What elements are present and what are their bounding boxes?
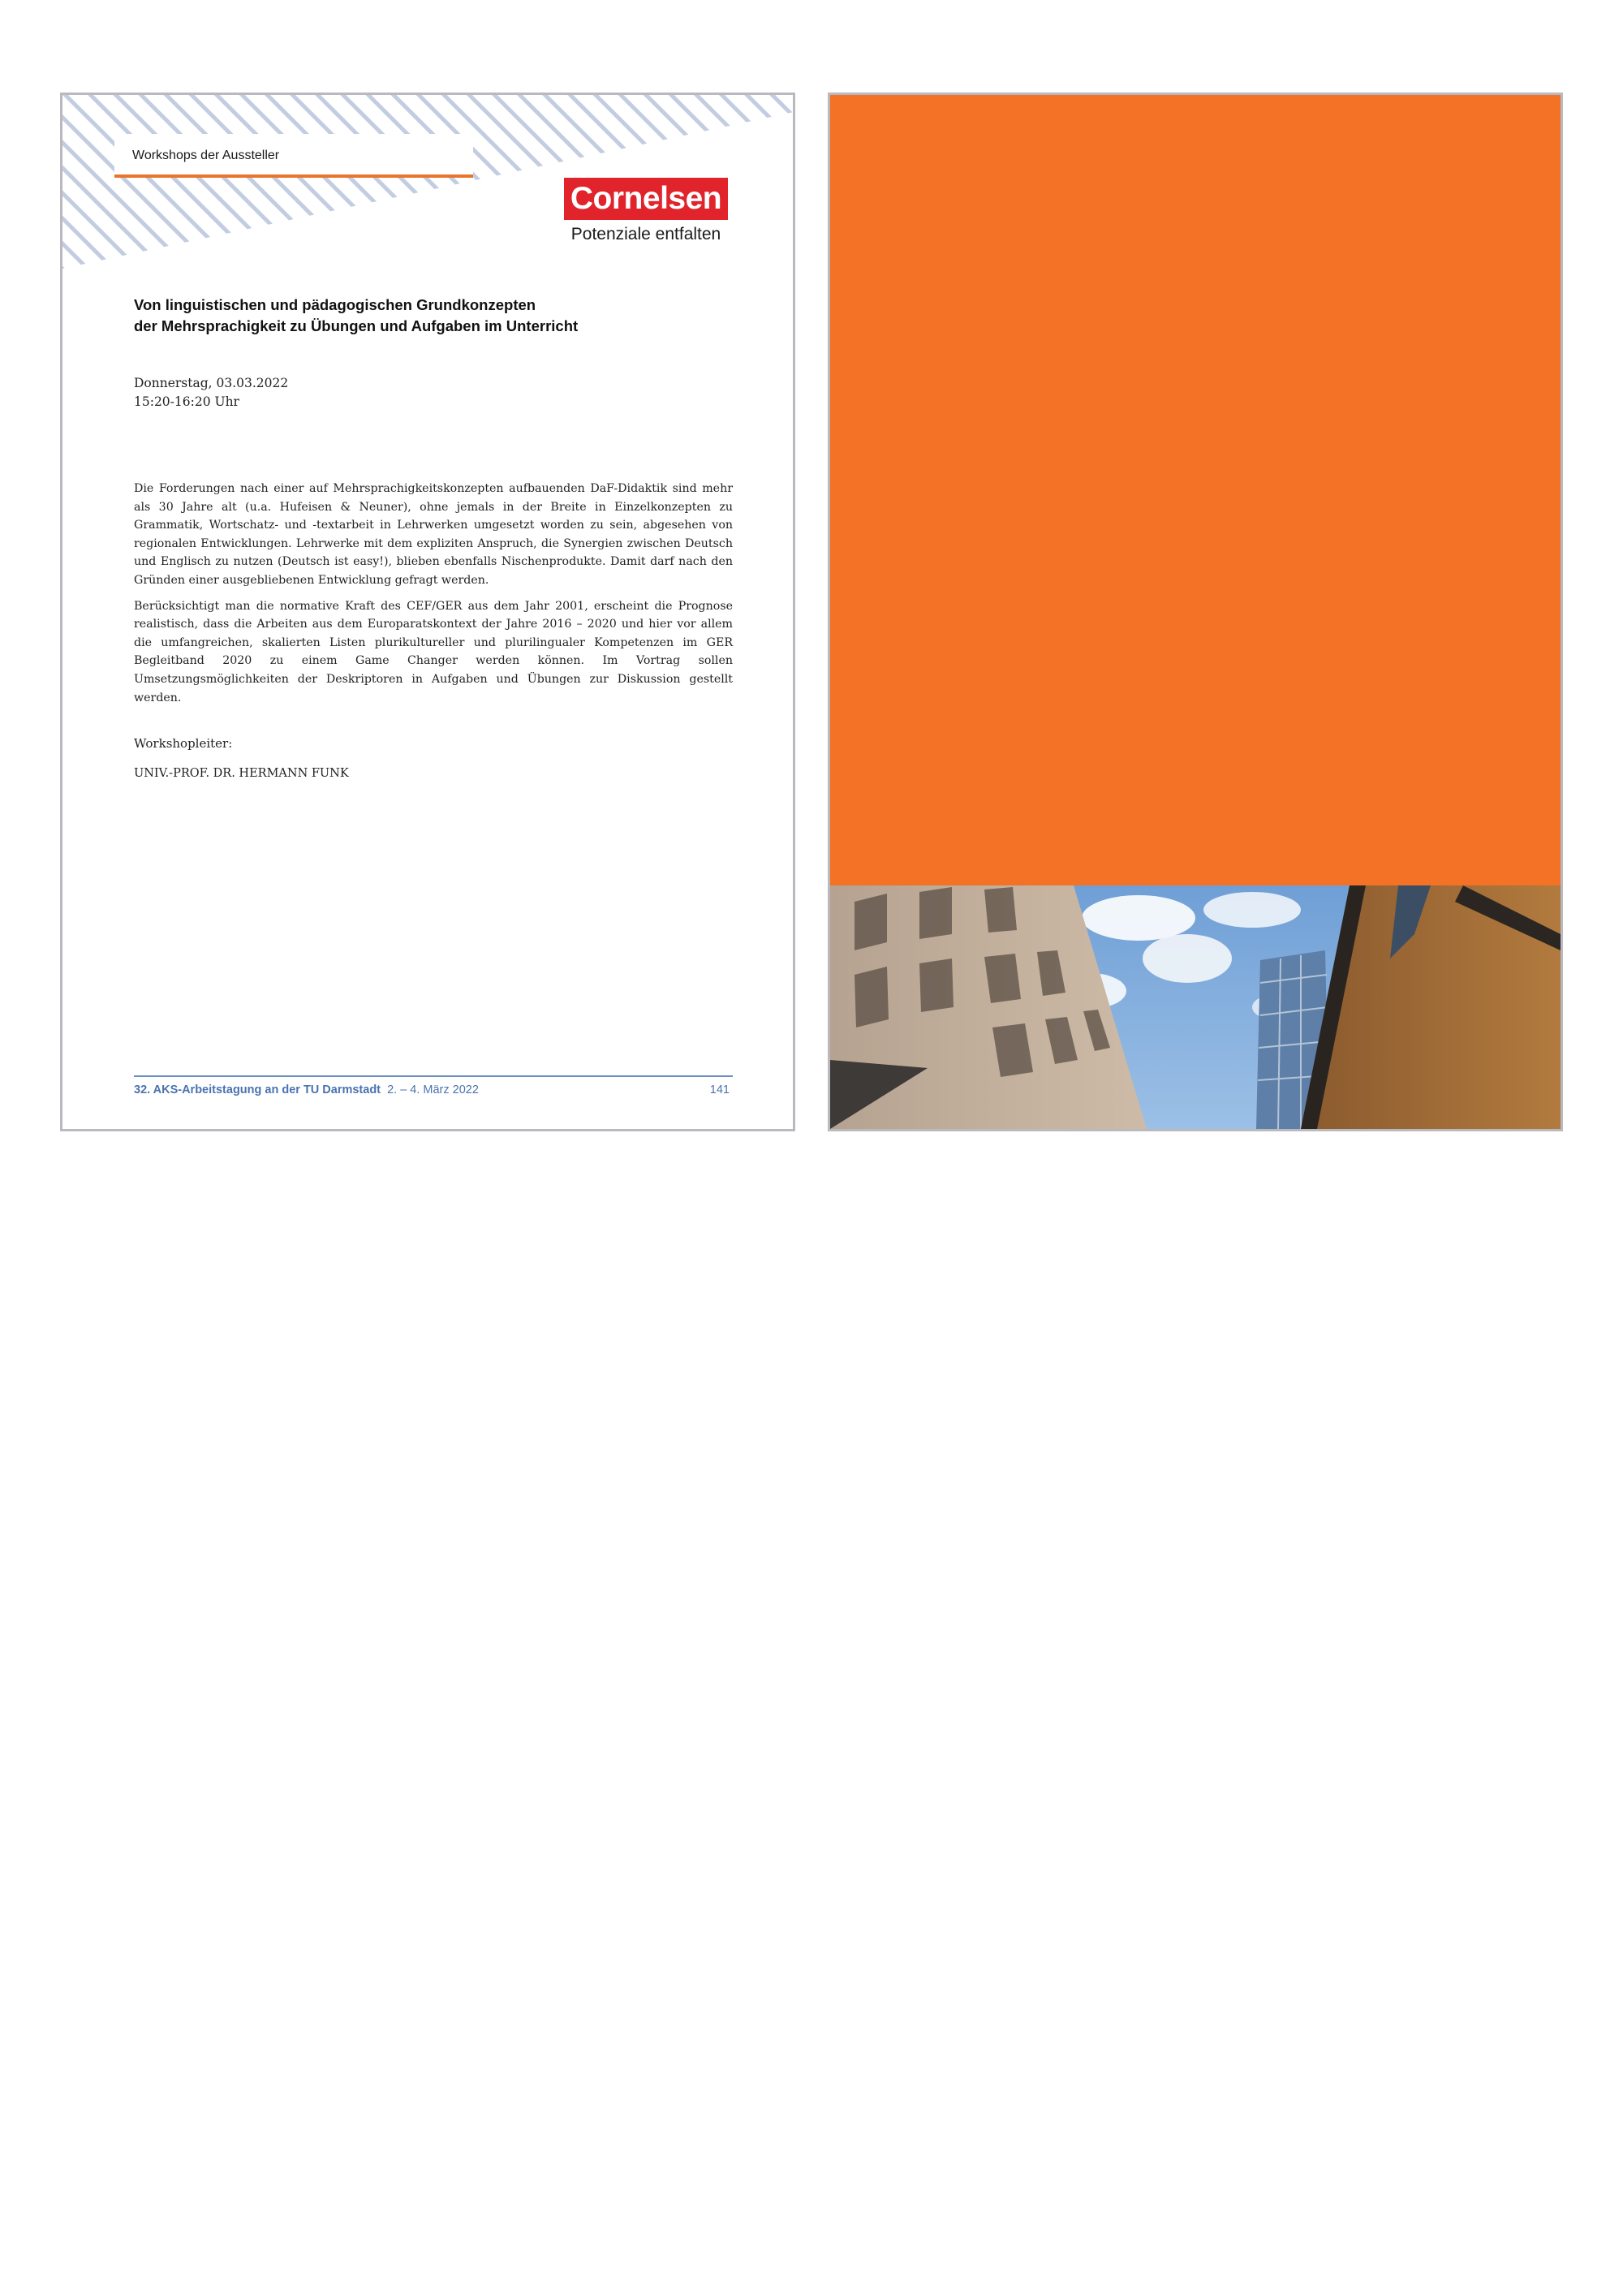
workshop-date: Donnerstag, 03.03.2022 bbox=[134, 376, 289, 390]
title-line-2: der Mehrsprachigkeit zu Übungen und Aufgaben im Unterricht bbox=[134, 317, 579, 334]
section-header bbox=[114, 134, 473, 178]
abstract-paragraph-1: Die Forderungen nach einer auf Mehrsprachigkeitskonzepten aufbauenden DaF-Didaktik sind mehr als 30 Jahre alt (u.a. Hufeisen & Neuner), ohne jemals in der Breite in Einzelkonzepten zu Grammatik, Wortschatz- und -textarbeit in Lehrwerken umgesetzt worden zu sein, abgesehen von regionalen Entwicklungen. Lehrwerke mit dem expliziten Anspruch, die Synergien zwischen Deutsch und Englisch zu nutzen (Deutsch ist easy!), blieben ebenfalls Nischenprodukte. Damit darf nach den Gründen einer ausgebliebenen Entwicklung gefragt werden. bbox=[134, 482, 733, 587]
title-line-1: Von linguistischen und pädagogischen Grundkonzepten bbox=[134, 296, 536, 313]
workshop-title bbox=[134, 295, 734, 337]
orange-color-block bbox=[830, 95, 1561, 885]
building-photo bbox=[830, 885, 1561, 1129]
footer-dates: 2. – 4. März 2022 bbox=[387, 1083, 479, 1096]
footer-divider bbox=[134, 1075, 733, 1077]
page-number: 141 bbox=[709, 1083, 730, 1096]
abstract-paragraph-2: Berücksichtigt man die normative Kraft des CEF/GER aus dem Jahr 2001, erscheint die Prognose realistisch, dass die Arbeiten aus dem Europaratskontext der Jahre 2016 – 2020 und hier vor allem die umfangreichen, skalierten Listen plurikultureller und plurilingualer Kompetenzen im GER Begleitband 2020 zu einem Game Changer werden können. Im Vortrag sollen Umsetzungsmöglichkeiten der Deskriptoren in Aufgaben und Übungen zur Diskussion gestellt werden. bbox=[134, 599, 733, 704]
logo-tagline: Potenziale entfalten bbox=[570, 225, 721, 243]
footer-conference-name: 32. AKS-Arbeitstagung an der TU Darmstadt bbox=[134, 1083, 381, 1096]
leader-label: Workshopleiter: bbox=[134, 736, 233, 751]
section-label: Workshops der Aussteller bbox=[132, 149, 280, 162]
leader-name: UNIV.-PROF. DR. HERMANN FUNK bbox=[134, 767, 349, 780]
cornelsen-logo: Cornelsen bbox=[564, 178, 728, 220]
left-page bbox=[60, 93, 795, 1131]
abstract bbox=[134, 480, 733, 714]
right-page bbox=[828, 93, 1563, 1131]
date-time bbox=[134, 374, 288, 411]
footer-conference bbox=[134, 1083, 479, 1096]
workshop-time: 15:20-16:20 Uhr bbox=[134, 394, 239, 409]
